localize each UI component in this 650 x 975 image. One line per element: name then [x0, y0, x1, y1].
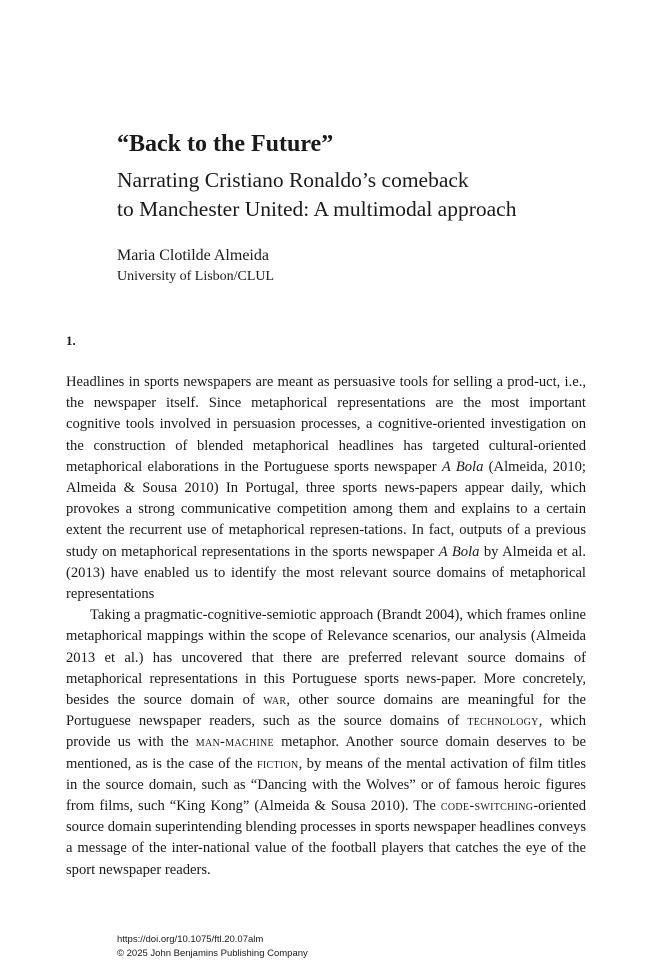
paragraph-2: [66, 605, 586, 881]
p2-smallcaps-5: code-switching: [440, 798, 534, 815]
section-number: 1.: [66, 333, 76, 348]
p1-text-3: by Almeida et al. (2013) have enabled us to identify the most relevant source domains of metaphorical representations: [66, 543, 586, 603]
p2-text-6: -oriented source domain superintending blending processes in sports newspaper headlines conveys a message of the inter-national value of the football players that catches the eye of the sport newspaper readers.: [66, 798, 586, 878]
copyright-notice: © 2025 John Benjamins Publishing Company: [117, 948, 308, 959]
article-subtitle: [117, 166, 516, 224]
body-text: [66, 372, 586, 881]
author-name: Maria Clotilde Almeida: [117, 247, 269, 264]
p2-text-2: , other source domains are meaningful for the Portuguese newspaper readers, such as the source domains of: [66, 692, 586, 730]
page-footer: [117, 933, 308, 961]
p2-smallcaps-3: man-machine: [195, 734, 274, 751]
p1-text-2: (Almeida, 2010; Almeida & Sousa 2010) In Portugal, three sports news-papers appear daily, which provokes a strong communicative competition among them and explains to a certain extent the recurrent use of metaphorical represen-tations. In fact, outputs of a previous study on metaphorical representations in the sports newspaper: [66, 458, 586, 560]
p1-italic-1: A Bola: [441, 458, 484, 475]
p1-italic-2: A Bola: [438, 543, 480, 560]
paragraph-1: [66, 372, 586, 605]
p2-smallcaps-1: war: [263, 692, 287, 709]
p2-smallcaps-2: technology: [467, 713, 539, 730]
article-title: “Back to the Future”: [117, 131, 334, 157]
p2-text-5: , by means of the mental activation of film titles in the source domain, such as “Dancing with the Wolves” or of famous heroic figures from films, such “King Kong” (Almeida & Sousa 2010). The: [66, 755, 587, 815]
subtitle-line-2: to Manchester United: A multimodal approach: [117, 197, 517, 221]
p2-text-1: Taking a pragmatic-cognitive-semiotic approach (Brandt 2004), which frames online metaphorical mappings within the scope of Relevance scenarios, our analysis (Almeida 2013 et al.) has uncovered that there are preferred relevant source domains of metaphorical representations in this Portuguese sports news-paper. More concretely, besides the source domain of: [66, 607, 586, 709]
subtitle-line-1: Narrating Cristiano Ronaldo’s comeback: [117, 168, 469, 192]
doi-link[interactable]: https://doi.org/10.1075/ftl.20.07alm: [117, 934, 264, 945]
p2-text-4: metaphor. Another source domain deserves to be mentioned, as is the case of the: [66, 734, 586, 772]
p2-text-3: , which provide us with the: [66, 713, 586, 751]
p1-text-1: Headlines in sports newspapers are meant as persuasive tools for selling a prod-uct, i.e., the newspaper itself. Since metaphorical representations are the most important cognitive tools involved in persuasion processes, a cognitive-oriented investigation on the construction of blended metaphorical headlines has targeted cultural-oriented metaphorical elaborations in the Portuguese sports newspaper: [66, 374, 586, 475]
p2-smallcaps-4: fiction: [257, 755, 299, 772]
author-affiliation: University of Lisbon/CLUL: [117, 269, 275, 284]
